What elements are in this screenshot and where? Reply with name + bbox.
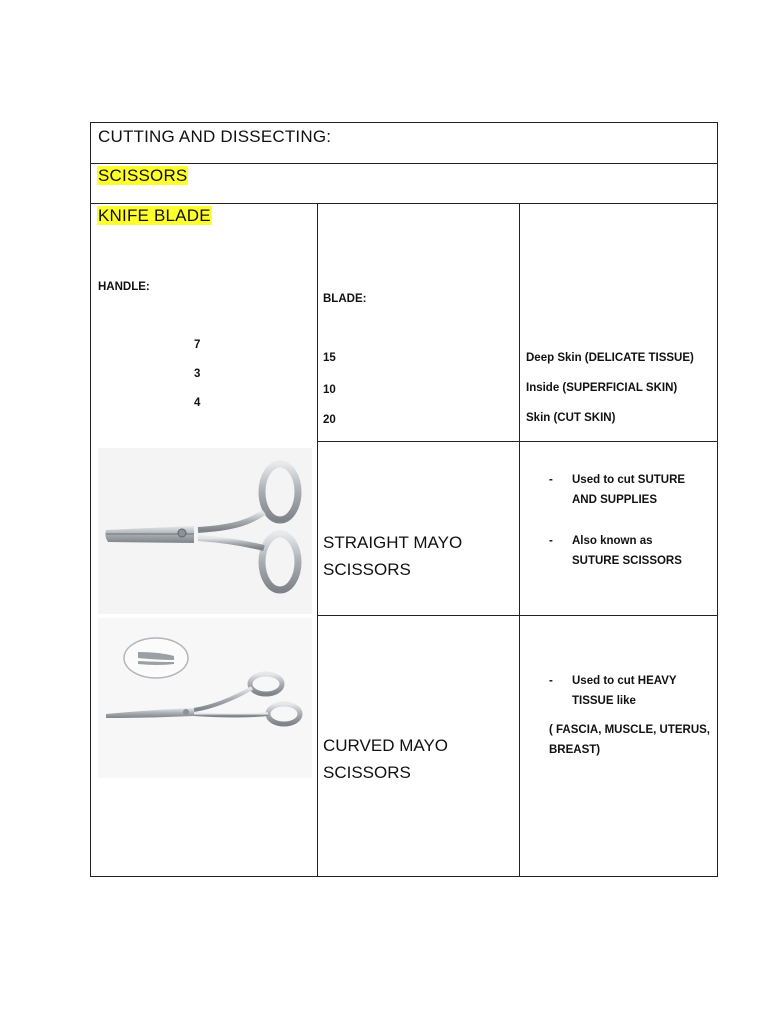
bullet-dash: -	[549, 675, 553, 687]
row-divider	[91, 203, 717, 204]
straight-mayo-scissors-image	[98, 448, 312, 614]
column-divider	[519, 203, 520, 876]
blade-use: Skin (CUT SKIN)	[526, 412, 616, 424]
knife-blade-heading	[97, 206, 212, 226]
scissors-heading	[97, 166, 188, 186]
blade-size: 20	[323, 414, 336, 426]
blade-label: BLADE:	[323, 293, 367, 305]
bullet-line: Also known as	[572, 535, 653, 547]
curved-mayo-bullet-1	[572, 671, 677, 711]
blade-size: 10	[323, 384, 336, 396]
column-divider	[317, 203, 318, 876]
row-divider	[91, 163, 717, 164]
note-line: BREAST)	[549, 744, 601, 756]
straight-mayo-name-line2: SCISSORS	[323, 560, 411, 579]
bullet-dash: -	[549, 535, 553, 547]
blade-use: Inside (SUPERFICIAL SKIN)	[526, 382, 678, 394]
curved-tip-detail-icon	[124, 638, 188, 678]
row-divider	[317, 441, 717, 442]
curved-mayo-name	[323, 732, 448, 786]
straight-mayo-bullet-1	[572, 470, 685, 510]
blade-size: 15	[323, 352, 336, 364]
blade-use: Deep Skin (DELICATE TISSUE)	[526, 352, 694, 364]
straight-mayo-bullet-2	[572, 531, 682, 571]
bullet-line: SUTURE SCISSORS	[572, 555, 682, 567]
bullet-line: AND SUPPLIES	[572, 494, 657, 506]
handle-number: 7	[194, 339, 201, 351]
section-title: CUTTING AND DISSECTING:	[98, 127, 332, 146]
bullet-line: Used to cut HEAVY	[572, 675, 677, 687]
scissors-label: SCISSORS	[98, 166, 188, 185]
handle-number: 4	[194, 397, 201, 409]
bullet-line: TISSUE like	[572, 695, 636, 707]
handle-number: 3	[194, 368, 201, 380]
handle-label: HANDLE:	[98, 281, 150, 293]
knife-blade-label: KNIFE BLADE	[98, 206, 211, 225]
bullet-dash: -	[549, 474, 553, 486]
curved-mayo-name-line1: CURVED MAYO	[323, 736, 449, 755]
straight-mayo-name	[323, 529, 462, 583]
row-divider	[317, 615, 717, 616]
curved-mayo-name-line2: SCISSORS	[323, 763, 411, 782]
straight-mayo-name-line1: STRAIGHT MAYO	[323, 533, 463, 552]
note-line: ( FASCIA, MUSCLE, UTERUS,	[549, 724, 711, 736]
curved-mayo-note	[549, 720, 710, 760]
bullet-line: Used to cut SUTURE	[572, 474, 686, 486]
curved-mayo-scissors-image	[98, 618, 312, 778]
